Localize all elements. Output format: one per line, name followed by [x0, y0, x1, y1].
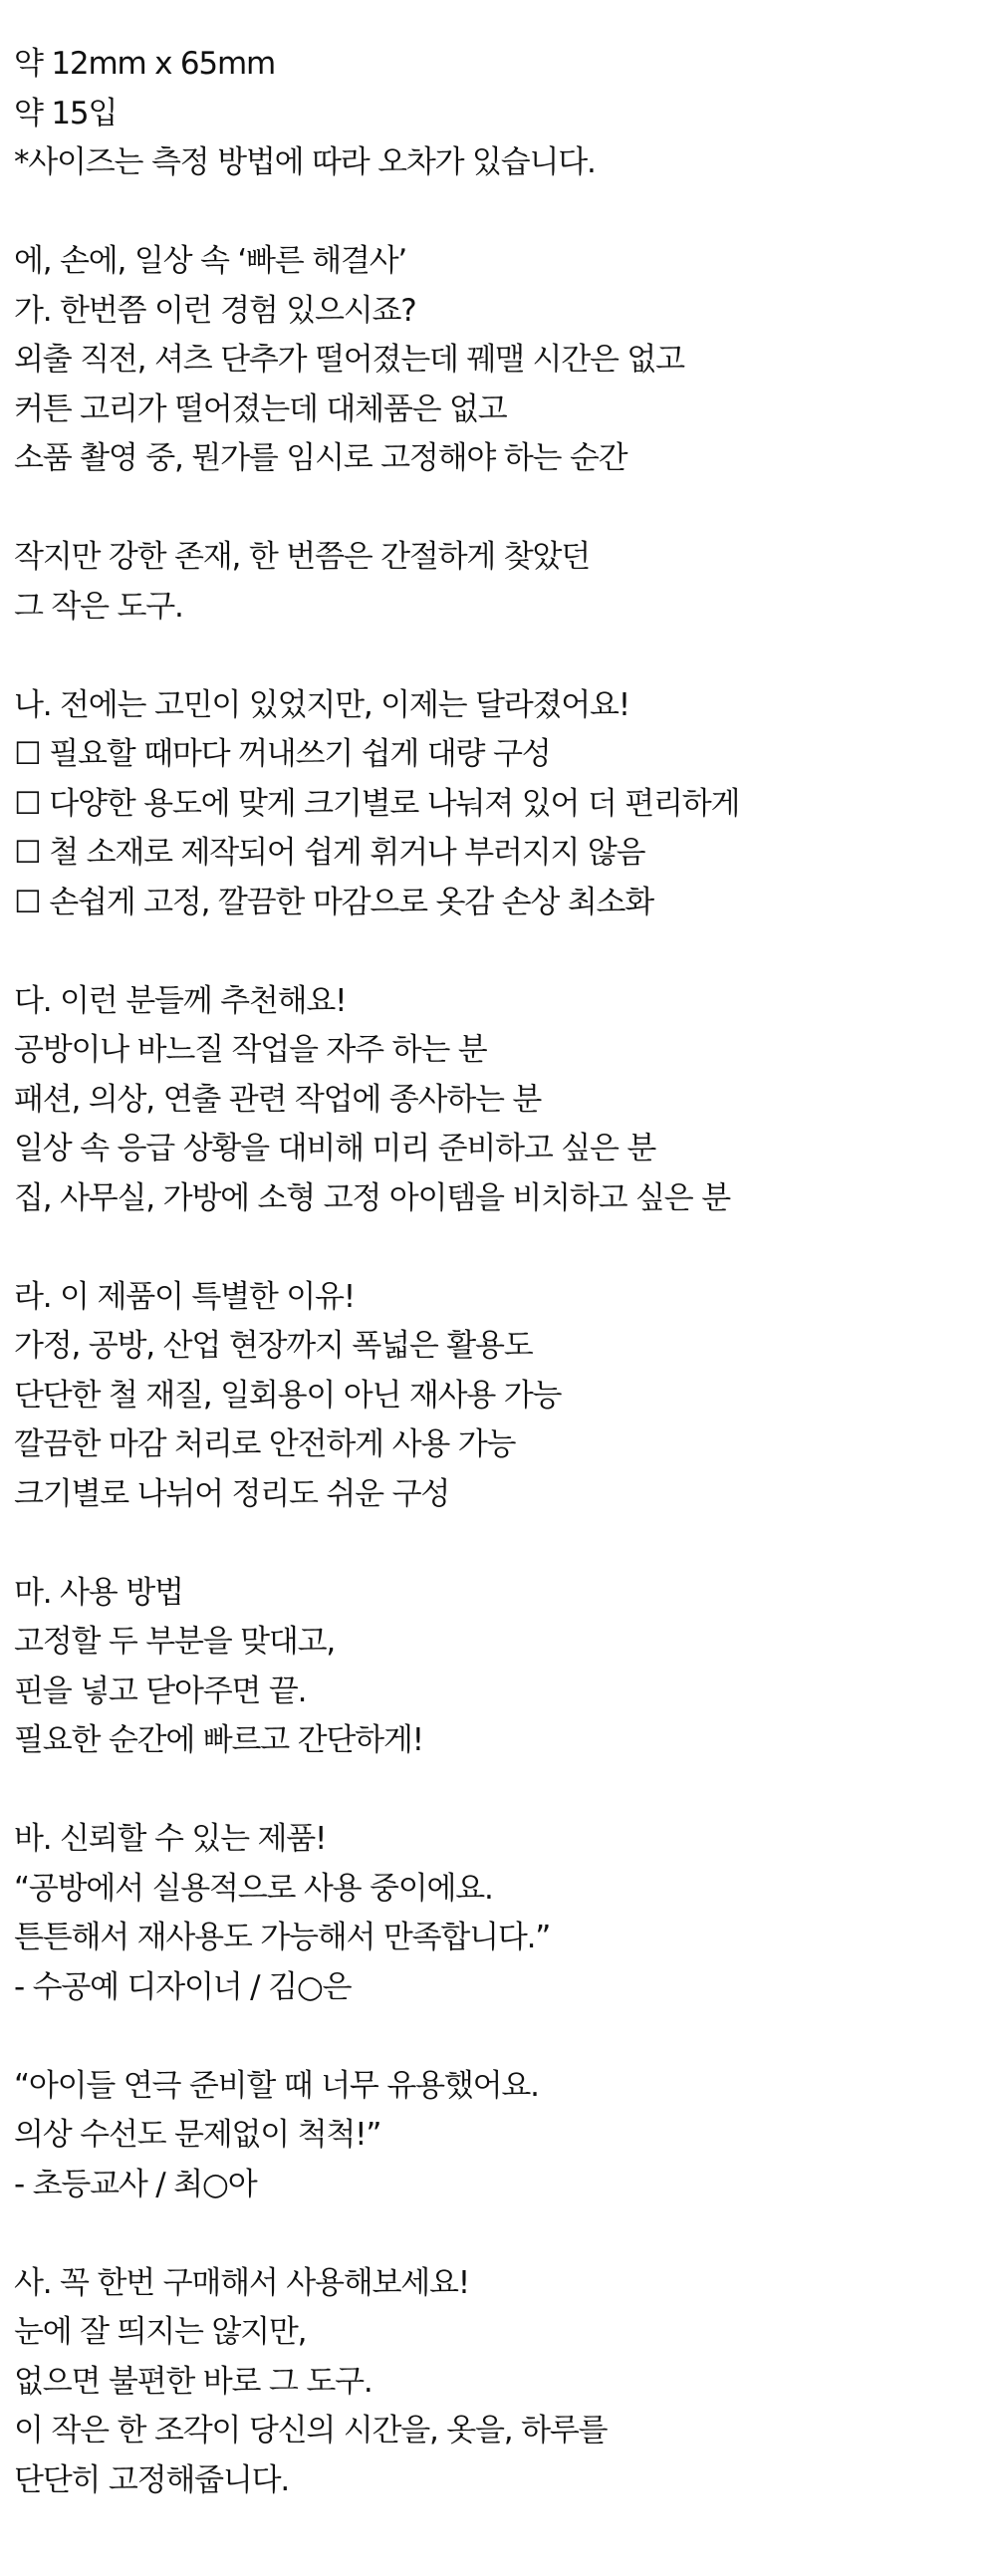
text-line: 단단히 고정해줍니다. — [14, 2461, 290, 2498]
blank-line — [14, 484, 980, 534]
text-line: 고정할 두 부분을 맞대고, — [14, 1624, 336, 1660]
text-line: 약 12mm x 65mm — [14, 46, 275, 82]
blank-line — [14, 2209, 980, 2259]
text-line: 깔끔한 마감 처리로 안전하게 사용 가능 — [14, 1426, 516, 1462]
text-line: 단단한 철 재질, 일회용이 아닌 재사용 가능 — [14, 1377, 562, 1414]
text-line: ☐ 필요할 때마다 꺼내쓰기 쉽게 대량 구성 — [14, 736, 551, 772]
text-line: - 수공예 디자이너 / 김○은 — [14, 1968, 352, 2005]
text-line: “아이들 연극 준비할 때 너무 유용했어요. — [14, 2067, 539, 2104]
blank-line — [14, 2012, 980, 2062]
blank-line — [14, 632, 980, 681]
text-line: - 초등교사 / 최○아 — [14, 2166, 257, 2202]
text-line: 작지만 강한 존재, 한 번쯤은 간절하게 찾았던 — [14, 539, 591, 575]
text-line: “공방에서 실용적으로 사용 중이에요. — [14, 1870, 493, 1907]
text-line: 바. 신뢰할 수 있는 제품! — [14, 1821, 327, 1857]
text-line: 나. 전에는 고민이 있었지만, 이제는 달라졌어요! — [14, 686, 629, 723]
text-line: 일상 속 응급 상황을 대비해 미리 준비하고 싶은 분 — [14, 1131, 656, 1166]
text-line: 패션, 의상, 연출 관련 작업에 종사하는 분 — [14, 1081, 542, 1118]
text-line: 사. 꼭 한번 구매해서 사용해보세요! — [14, 2264, 469, 2301]
text-line: 필요한 순간에 빠르고 간단하게! — [14, 1722, 423, 1758]
text-line: ☐ 철 소재로 제작되어 쉽게 휘거나 부러지지 않음 — [14, 835, 645, 871]
text-line: 그 작은 도구. — [14, 588, 183, 625]
text-line: 가. 한번쯤 이런 경험 있으시죠? — [14, 292, 416, 329]
blank-line — [14, 1223, 980, 1273]
text-line: 크기별로 나뉘어 정리도 쉬운 구성 — [14, 1475, 450, 1512]
text-line: 이 작은 한 조각이 당신의 시간을, 옷을, 하루를 — [14, 2413, 608, 2448]
text-line: 가정, 공방, 산업 현장까지 폭넓은 활용도 — [14, 1328, 533, 1364]
text-line: ☐ 손쉽게 고정, 깔끔한 마감으로 옷감 손상 최소화 — [14, 884, 653, 920]
blank-line — [14, 1766, 980, 1816]
text-line: 약 15입 — [14, 95, 118, 131]
text-line: 튼튼해서 재사용도 가능해서 만족합니다.” — [14, 1920, 551, 1955]
text-line: 에, 손에, 일상 속 ‘빠른 해결사’ — [14, 243, 407, 279]
text-line: 핀을 넣고 닫아주면 끝. — [14, 1673, 307, 1709]
blank-line — [14, 1519, 980, 1569]
text-line: 다. 이런 분들께 추천해요! — [14, 982, 347, 1019]
text-line: ☐ 다양한 용도에 맞게 크기별로 나눠져 있어 더 편리하게 — [14, 785, 740, 822]
text-line: 공방이나 바느질 작업을 자주 하는 분 — [14, 1032, 487, 1068]
product-description — [14, 40, 980, 2505]
text-line: *사이즈는 측정 방법에 따라 오차가 있습니다. — [14, 144, 596, 180]
text-line: 의상 수선도 문제없이 척척!” — [14, 2117, 381, 2153]
text-line: 눈에 잘 띄지는 않지만, — [14, 2314, 307, 2350]
text-line: 없으면 불편한 바로 그 도구. — [14, 2363, 373, 2400]
blank-line — [14, 927, 980, 977]
text-line: 라. 이 제품이 특별한 이유! — [14, 1278, 355, 1315]
text-line: 소품 촬영 중, 뭔가를 임시로 고정해야 하는 순간 — [14, 440, 627, 476]
text-line: 커튼 고리가 떨어졌는데 대체품은 없고 — [14, 390, 507, 427]
text-line: 마. 사용 방법 — [14, 1574, 183, 1611]
blank-line — [14, 188, 980, 238]
text-line: 외출 직전, 셔츠 단추가 떨어졌는데 꿰맬 시간은 없고 — [14, 342, 684, 378]
text-line: 집, 사무실, 가방에 소형 고정 아이템을 비치하고 싶은 분 — [14, 1179, 730, 1216]
